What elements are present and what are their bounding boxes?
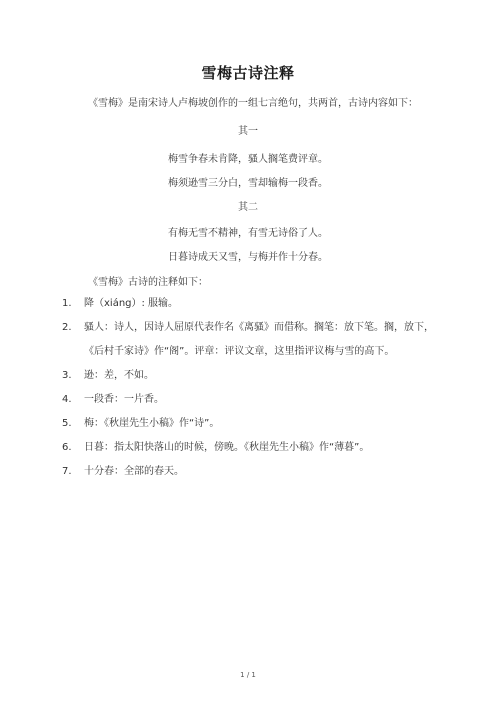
notes-intro: 《雪梅》古诗的注释如下： xyxy=(88,277,208,288)
note-item xyxy=(62,388,442,412)
note-text: 一段香：一片香。 xyxy=(84,394,164,405)
note-text: 梅：《秋崖先生小稿》作“诗”。 xyxy=(84,418,220,429)
note-number: 4. xyxy=(62,394,72,405)
notes-list xyxy=(62,292,442,484)
poem-2-line-1: 有梅无雪不精神，有雪无诗俗了人。 xyxy=(168,228,328,239)
note-item xyxy=(62,364,442,388)
intro-paragraph: 《雪梅》是南宋诗人卢梅坡创作的一组七言绝句，共两首，古诗内容如下： xyxy=(88,98,418,109)
note-number: 1. xyxy=(62,298,72,309)
note-item xyxy=(62,316,442,364)
page-title: 雪梅古诗注释 xyxy=(201,64,295,82)
note-number: 7. xyxy=(62,466,72,477)
note-text: 骚人：诗人，因诗人屈原代表作名《离骚》而借称。搁笔：放下笔。搁，放下，《后村千家诗》作“阁”。评章：评议文章，这里指评议梅与雪的高下。 xyxy=(84,322,434,357)
note-text: 十分春：全部的春天。 xyxy=(84,466,184,477)
note-text: 降（xiáng）: 服输。 xyxy=(84,298,179,309)
note-number: 5. xyxy=(62,418,72,429)
poem-1-line-2: 梅须逊雪三分白，雪却输梅一段香。 xyxy=(168,178,328,189)
poem-1-heading: 其一 xyxy=(238,126,258,137)
note-number: 3. xyxy=(62,370,72,381)
poem-1-line-1: 梅雪争春未肯降，骚人搁笔费评章。 xyxy=(168,154,328,165)
poem-2-heading: 其二 xyxy=(238,202,258,213)
note-item xyxy=(62,460,442,484)
note-text: 逊：差，不如。 xyxy=(84,370,154,381)
note-item xyxy=(62,436,442,460)
poem-2-line-2: 日暮诗成天又雪，与梅并作十分春。 xyxy=(168,252,328,263)
page-number: 1 / 1 xyxy=(240,671,256,679)
note-number: 2. xyxy=(62,322,72,333)
note-text: 日暮：指太阳快落山的时候，傍晚。《秋崖先生小稿》作“薄暮”。 xyxy=(84,442,370,453)
note-item xyxy=(62,412,442,436)
note-item xyxy=(62,292,442,316)
note-number: 6. xyxy=(62,442,72,453)
